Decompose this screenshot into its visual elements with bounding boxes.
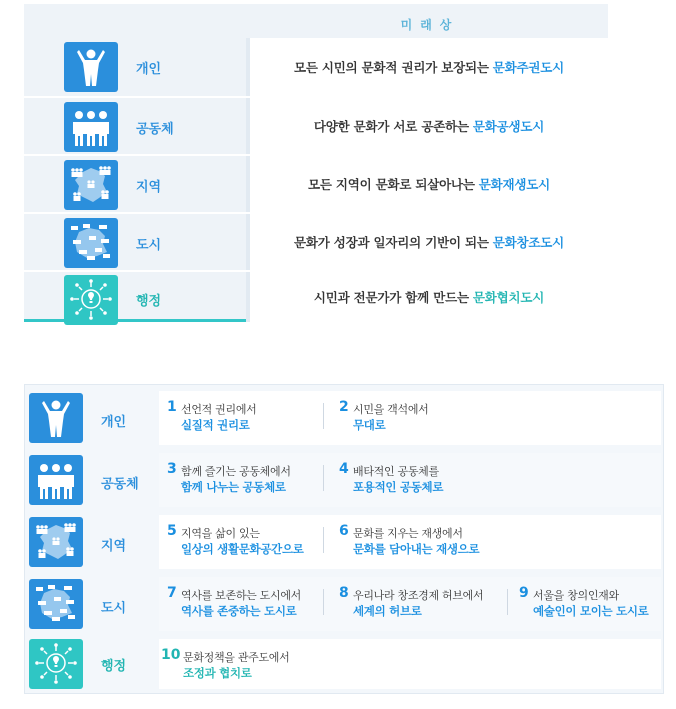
group-icon [64,102,118,152]
item-from: 지역을 삶이 있는 [181,527,260,540]
item-from: 우리나라 창조경제 허브에서 [353,589,484,602]
item-from: 문화를 지우는 재생에서 [353,527,463,540]
person-icon [29,393,83,443]
item-number: 7 [167,585,177,601]
item-from: 서울을 창의인재와 [533,589,619,602]
shift-row-region [25,511,665,573]
item-from: 문화정책을 관주도에서 [183,651,290,664]
row-label: 개인 [101,415,127,430]
row-label: 행정 [136,294,162,309]
vision-header: 미래상 [400,18,460,32]
row-label: 지역 [101,539,127,554]
item-number: 3 [167,461,177,477]
vision-row-community [24,96,608,154]
item-number: 8 [339,585,349,601]
vision-text: 다양한 문화가 서로 공존하는 [313,119,469,134]
vision-text: 모든 지역이 문화로 되살아나는 [307,177,475,192]
city-network-icon [64,218,118,268]
shift-row-administration [25,635,665,693]
item-from: 선언적 권리에서 [181,403,257,416]
item-to: 역사를 존중하는 도시로 [181,604,297,618]
future-vision-table [24,4,608,322]
vision-row-city [24,212,608,270]
group-icon [29,455,83,505]
item-to: 실질적 권리로 [181,418,250,432]
item-to: 문화를 담아내는 재생으로 [353,542,480,556]
item-number: 2 [339,399,349,415]
item-from: 배타적인 공동체를 [353,465,439,478]
item-divider [323,403,324,429]
item-to: 포용적인 공동체로 [353,480,444,494]
vision-row-individual [24,38,608,96]
item-number: 9 [519,585,529,601]
item-to: 세계의 허브로 [353,604,422,618]
vision-highlight: 문화창조도시 [492,235,564,250]
item-divider [323,465,324,491]
row-label: 공동체 [101,477,139,492]
item-to: 조정과 협치로 [183,666,252,680]
vision-highlight: 문화재생도시 [478,177,551,192]
region-map-icon [64,160,118,210]
row-label: 개인 [136,62,162,77]
item-divider [323,527,324,553]
item-divider [323,589,324,615]
item-number: 4 [339,461,349,477]
item-from: 역사를 보존하는 도시에서 [181,589,301,602]
item-from: 시민을 객석에서 [353,403,429,416]
policy-shift-table [24,384,664,694]
collaboration-bulb-icon [64,275,118,325]
item-divider [507,589,508,615]
item-to: 일상의 생활문화공간으로 [181,542,304,556]
row-label: 공동체 [136,122,174,137]
shift-row-city [25,573,665,635]
item-number: 1 [167,399,177,415]
shift-row-community [25,449,665,511]
row-label: 도시 [136,238,162,253]
item-number: 6 [339,523,349,539]
shift-row-individual [25,387,665,449]
collaboration-bulb-icon [29,639,83,689]
vision-text: 시민과 전문가가 함께 만드는 [313,290,469,305]
vision-highlight: 문화공생도시 [472,119,545,134]
item-to: 무대로 [353,418,386,432]
item-number: 10 [161,647,181,663]
vision-row-region [24,154,608,212]
city-network-icon [29,579,83,629]
vision-highlight: 문화협치도시 [472,290,545,305]
row-label: 행정 [101,659,127,674]
vision-text: 모든 시민의 문화적 권리가 보장되는 [294,60,489,75]
item-number: 5 [167,523,177,539]
row-label: 도시 [101,601,127,616]
item-to: 함께 나누는 공동체로 [181,480,286,494]
vision-row-administration [24,270,608,322]
vision-highlight: 문화주권도시 [492,60,564,75]
region-map-icon [29,517,83,567]
person-icon [64,42,118,92]
row-label: 지역 [136,180,162,195]
item-to: 예술인이 모이는 도시로 [533,604,649,618]
vision-text: 문화가 성장과 일자리의 기반이 되는 [294,235,489,250]
item-from: 함께 즐기는 공동체에서 [181,465,291,478]
